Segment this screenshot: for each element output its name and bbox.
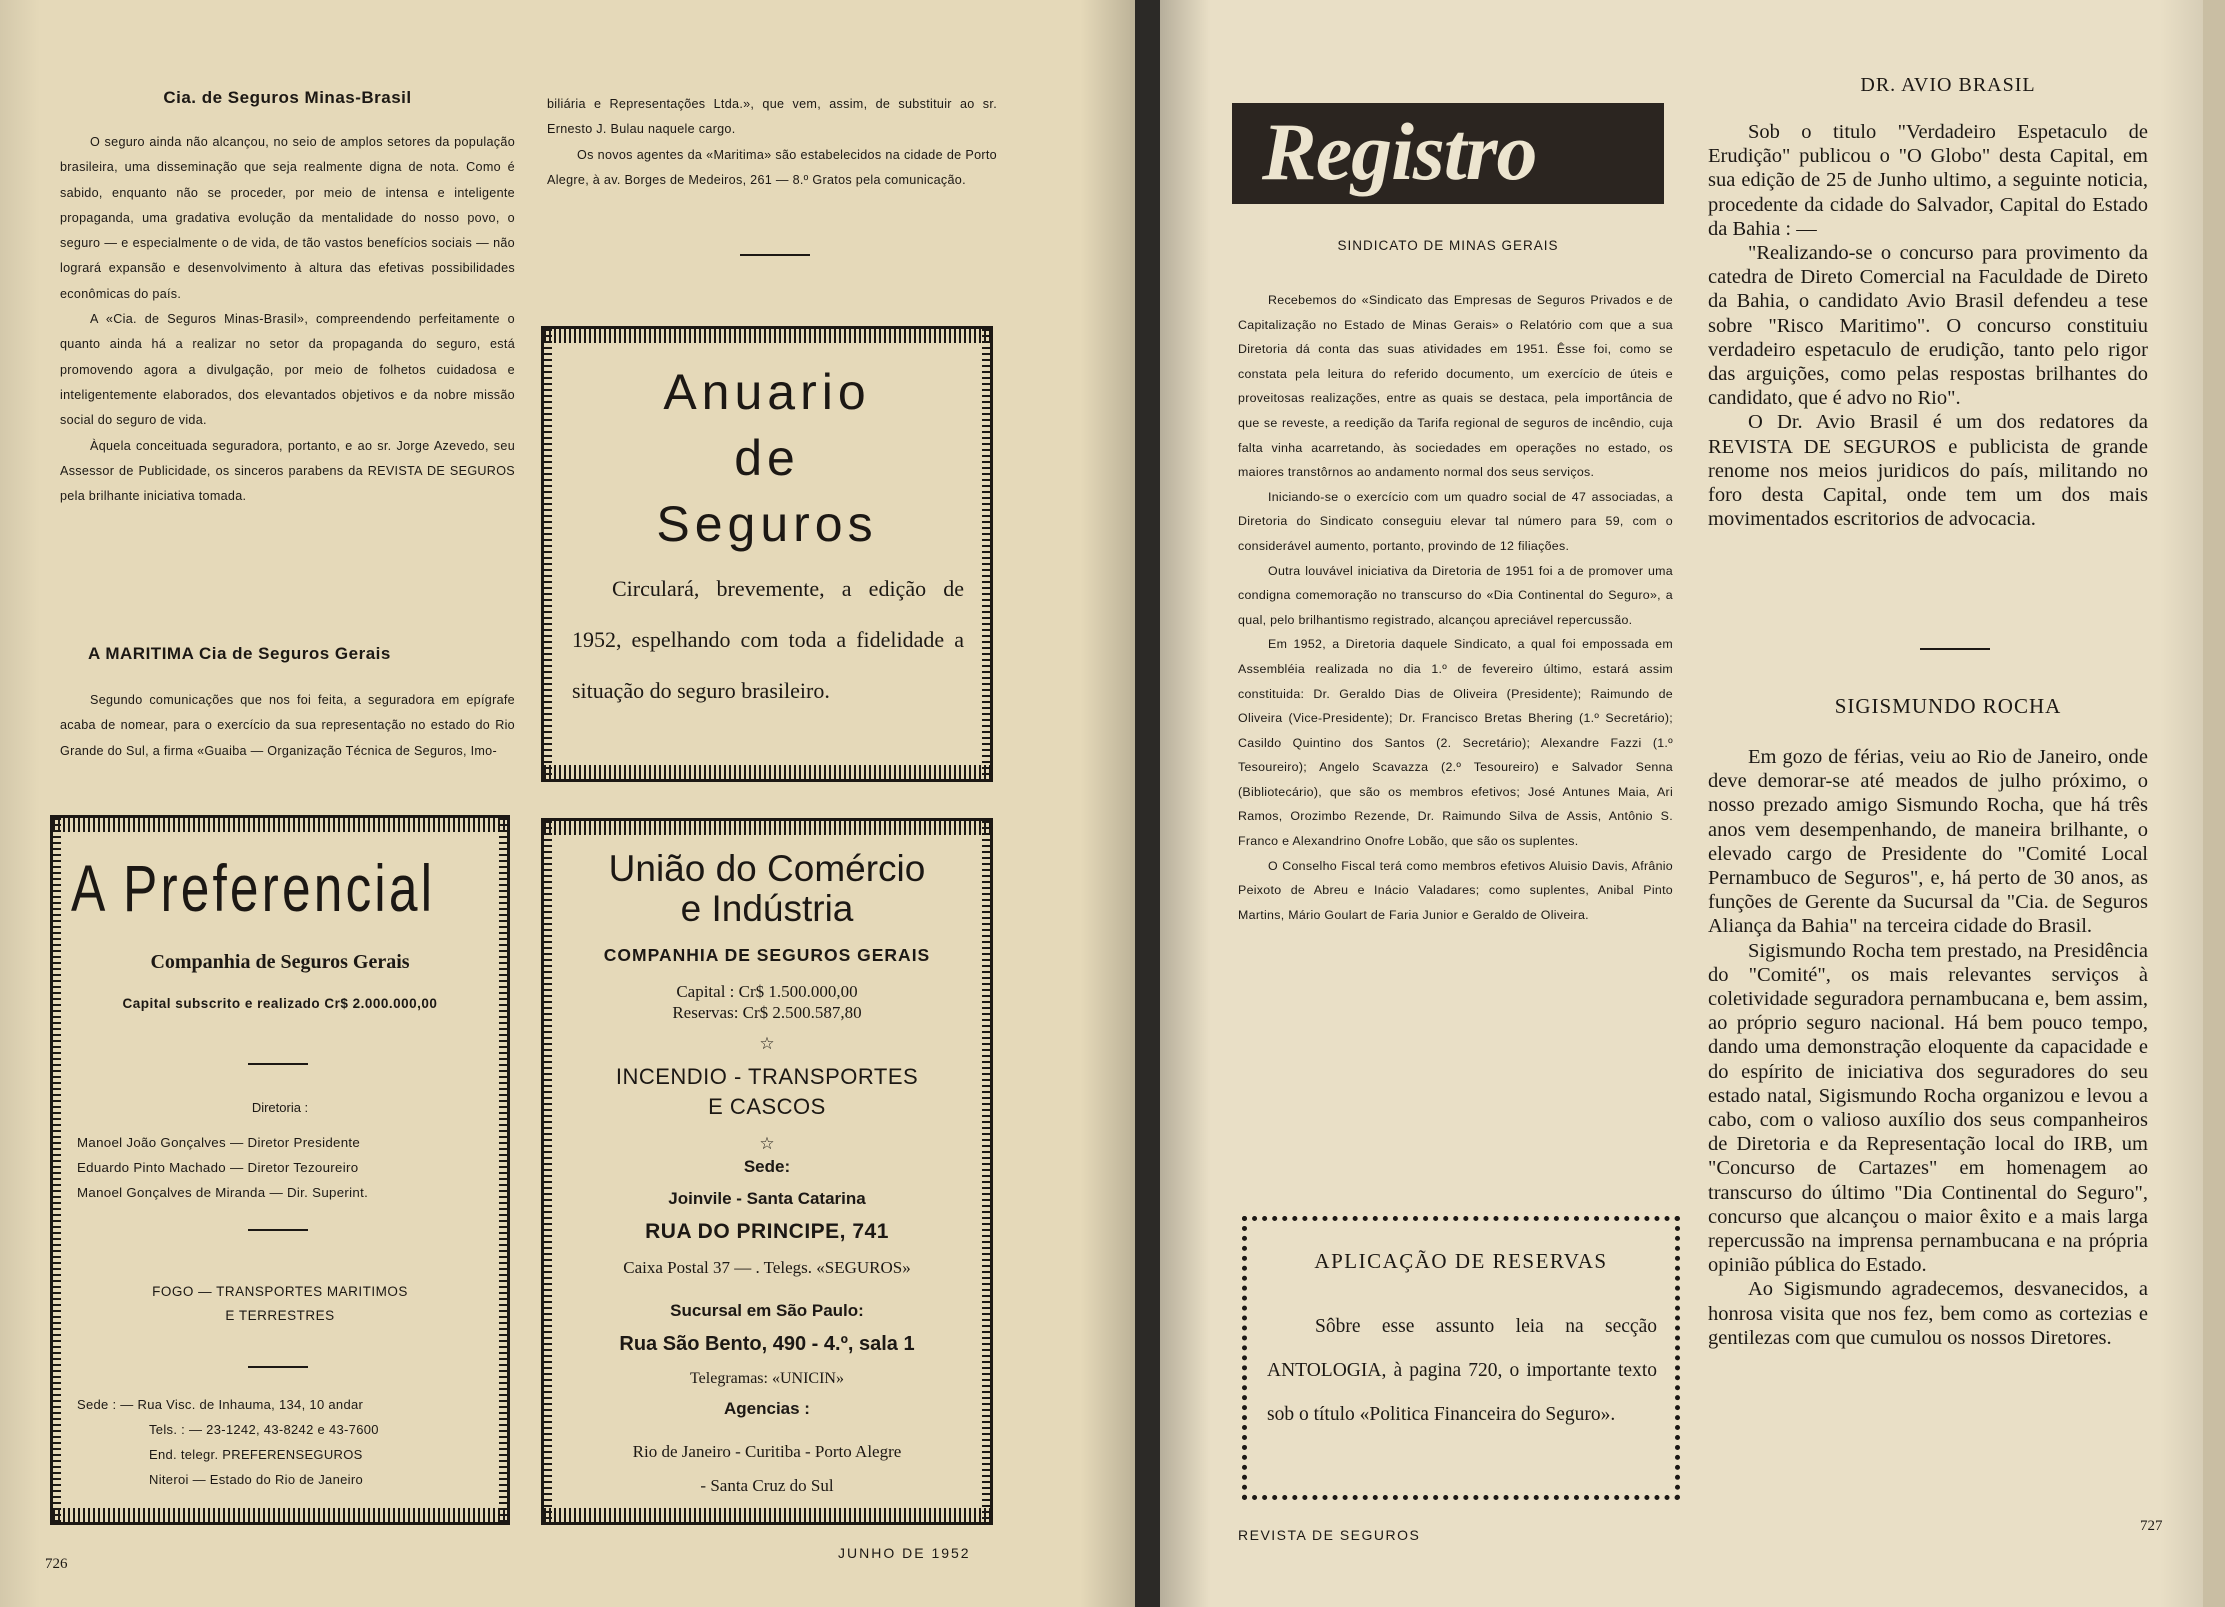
contact-line: End. telegr. PREFERENSEGUROS <box>149 1447 363 1462</box>
paragraph: A «Cia. de Seguros Minas-Brasil», compreendendo perfeitamente o quanto ainda há a realizar no setor da propaganda do seguro, está promovendo agora a divulgação, por meio de folhetos cuidadosa e inteligentemente elaborados, dos elevantados objetivos e da nobre missão social do seguro de vida. <box>60 312 515 428</box>
registro-logo-box <box>1232 103 1664 204</box>
aplicacao-text: Sôbre esse assunto leia na secção ANTOLOGIA, à pagina 720, o importante texto sob o título «Politica Financeira do Seguro». <box>1267 1316 1657 1425</box>
contact-line: Sede : — Rua Visc. de Inhauma, 134, 10 andar <box>77 1397 364 1412</box>
sigismundo-body <box>1708 745 2148 1350</box>
paragraph: Segundo comunicações que nos foi feita, a seguradora em epígrafe acaba de nomear, para o exercício da sua representação no estado do Rio Grande do Sul, a firma «Guaiba — Organização Técnica de Seguros, Imo- <box>60 693 515 758</box>
title-line: Anuario <box>663 364 871 420</box>
agencias-label: Agencias : <box>724 1399 810 1418</box>
anuario-text: Circulará, brevemente, a edição de 1952, espelhando com toda a fidelidade a situação do seguro brasileiro. <box>572 576 964 703</box>
right-page-edge <box>2203 0 2225 1607</box>
sucursal-label: Sucursal em São Paulo: <box>670 1301 864 1320</box>
footer-date: JUNHO DE 1952 <box>838 1545 971 1561</box>
paragraph: "Realizando-se o concurso para provimento da catedra de Direto Comercial na Faculdade de Direto da Bahia, o candidato Avio Brasil defendeu a tese sobre "Risco Maritimo". O concurso constituiu verdadeiro espetaculo de erudição, tanto pelo rigor das arguições, como pelas respostas brilhantes do candidato, que é advo no Rio". <box>1708 242 2148 410</box>
preferencial-ad <box>50 815 510 1525</box>
title-line: Seguros <box>656 496 878 552</box>
paragraph: Em gozo de férias, veiu ao Rio de Janeiro, onde deve demorar-se até meados de julho próximo, o nosso prezado amigo Sismundo Rocha, que há três anos vem desempenhando, de maneira brilhante, o elevado cargo de Presidente do "Comité Local Pernambuco de Seguros", e, há perto de 30 anos, as funções de Gerente da Sucursal da "Cia. de Seguros Aliança da Bahia" na terceira cidade do Brasil. <box>1708 746 2148 938</box>
contact-line: Tels. : — 23-1242, 43-8242 e 43-7600 <box>149 1422 379 1437</box>
paragraph: Àquela conceituada seguradora, portanto, e ao sr. Jorge Azevedo, seu Assessor de Publicidade, os sinceros parabens da REVISTA DE SEGUROS pela brilhante iniciativa tomada. <box>60 438 515 504</box>
registro-body <box>1238 288 1673 927</box>
agencias-lines <box>544 1435 990 1503</box>
paragraph: O seguro ainda não alcançou, no seio de amplos setores da população brasileira, uma disseminação que seja realmente digna de nota. Como é sabido, enquanto não se proceder, por meio de intensa e inteligente propaganda, uma gradativa evolução da mentalidade do nosso povo, o seguro — e especialmente o de vida, de tão vastos benefícios sociais — não logrará expansão e desenvolvimento à altura das efetivas possibilidades econômicas do país. <box>60 135 515 301</box>
director: Eduardo Pinto Machado — Diretor Tezoureiro <box>77 1160 359 1175</box>
contact-line: Niteroi — Estado do Rio de Janeiro <box>149 1472 363 1487</box>
paragraph: biliária e Representações Ltda.», que vem, assim, de substituir ao sr. Ernesto J. Bulau naquele cargo. <box>547 97 997 137</box>
separator <box>1920 648 1990 650</box>
uniao-lines <box>544 1062 990 1122</box>
sede-label: Sede: <box>743 1157 791 1176</box>
preferencial-capital: Capital subscrito e realizado Cr$ 2.000.000,00 <box>122 996 438 1011</box>
page-number-left: 726 <box>45 1556 68 1572</box>
directors-label: Diretoria : <box>251 1100 309 1115</box>
uniao-ad <box>541 818 993 1525</box>
name-line: União do Comércio <box>608 848 926 889</box>
uniao-subtitle: COMPANHIA DE SEGUROS GERAIS <box>603 945 931 965</box>
registro-logo: Registro <box>1262 106 1537 197</box>
name-line: e Indústria <box>680 888 854 929</box>
maritima-title: A MARITIMA Cia de Seguros Gerais <box>88 644 391 663</box>
paragraph: Outra louvável iniciativa da Diretoria de 1951 foi a de promover uma condigna comemoração no transcurso do «Dia Continental do Seguro», a qual, pelo brilhantismo registrado, alcançou apreciável repercussão. <box>1238 563 1673 627</box>
footer-magazine: REVISTA DE SEGUROS <box>1238 1527 1421 1543</box>
paragraph: Os novos agentes da «Maritima» são estabelecidos na cidade de Porto Alegre, à av. Borges de Medeiros, 261 — 8.º Gratos pela comunicação. <box>547 147 997 187</box>
minas-brasil-body <box>60 130 515 509</box>
agencias-line: Rio de Janeiro - Curitiba - Porto Alegre <box>632 1442 902 1461</box>
anuario-title <box>564 359 970 557</box>
page-number-right: 727 <box>2140 1518 2163 1534</box>
registro-subtitle: SINDICATO DE MINAS GERAIS <box>1337 238 1559 253</box>
preferencial-name: A Preferencial <box>71 851 436 925</box>
col2-body <box>547 92 997 193</box>
aplicacao-box <box>1242 1216 1680 1500</box>
title-line: de <box>734 430 800 486</box>
paragraph: O Dr. Avio Brasil é um dos redatores da REVISTA DE SEGUROS e publicista de grande renome nos meios juridicos do país, militando no foro desta Capital, onde tem um dos mais movimentados escritorios de advocacia. <box>1708 411 2148 531</box>
binding-gutter <box>1135 0 1160 1607</box>
paragraph: Ao Sigismundo agradecemos, desvanecidos, a honrosa visita que nos fez, bem como as cortezias e gentilezas com que cumulou os nossos Diretores. <box>1708 1278 2148 1349</box>
paragraph: Sigismundo Rocha tem prestado, na Presidência do "Comité", os mais relevantes serviços à coletividade seguradora pernambucana e, bem assim, ao próprio seguro nacional. Há bem pouco tempo, dando uma demonstração eloquente da capacidade e do espírito de iniciativa dos seguradores do seu estado natal, Sigismundo Rocha organizou e levou a cabo, com o valioso auxílio dos seus companheiros de Diretoria e da Representação local do IRB, um "Concurso de Cartazes" em homenagem ao transcurso do último "Dia Continental do Seguro", concurso que alcançou o maior êxito e a mais larga repercussão na imprensa pernambucana e na própria opinião pública do Estado. <box>1708 939 2148 1277</box>
separator <box>248 1063 308 1065</box>
paragraph: Em 1952, a Diretoria daquele Sindicato, a qual foi empossada em Assembléia realizada no dia 1.º de fevereiro último, estará assim constituida: Dr. Geraldo Dias de Oliveira (Presidente); Raimundo de Oliveira (Vice-Presidente); Dr. Francisco Bretas Bhering (1.º Secretário); Casildo Quintino dos Santos (2. Secretário); Alexandre Fazzi (1.º Tesoureiro); Angelo Scavazza (2.º Tesoureiro) e Salvador Senna (Bibliotecário), que são os membros efetivos; José Antunes Maia, Ari Ramos, Orozimbo Rezende, Dr. Raimundo Silva de Assis, Antônio S. Franco e Alexandrino Onofre Lobão, que são os suplentes. <box>1238 637 1673 849</box>
right-page <box>1160 0 2225 1607</box>
paragraph: Recebemos do «Sindicato das Empresas de Seguros Privados e de Capitalização no Estado de Minas Gerais» o Relatório com que a sua Diretoria dá conta das suas atividades em 1951. Êsse foi, como se constata pela leitura do referido documento, um exercício de úteis e proveitosas realizações, entre as quais se destaca, pela importância de que se reveste, a reedição da Tarifa regional de seguros de incêndio, cuja falta vinha acarretando, às sociedades em operações no estado, os maiores transtôrnos ao andamento normal dos seus serviços. <box>1238 293 1673 480</box>
anuario-ad <box>541 326 993 782</box>
telegramas: Telegramas: «UNICIN» <box>690 1370 844 1387</box>
star-icon: ☆ <box>759 1034 775 1053</box>
paragraph: Sob o titulo "Verdadeiro Espetaculo de Erudição" publicou o "O Globo" desta Capital, em sua edição de 25 de Junho ultimo, a seguinte noticia, procedente da cidade do Salvador, Capital do Estado da Bahia : — <box>1708 121 2148 240</box>
directors-list <box>77 1130 368 1205</box>
director: Manoel João Gonçalves — Diretor Presidente <box>77 1135 361 1150</box>
caixa-postal: Caixa Postal 37 — . Telegs. «SEGUROS» <box>623 1258 911 1277</box>
separator <box>248 1229 308 1231</box>
reservas: Reservas: Cr$ 2.500.587,80 <box>672 1003 862 1022</box>
aplicacao-title: APLICAÇÃO DE RESERVAS <box>1314 1249 1608 1273</box>
sede-city: Joinvile - Santa Catarina <box>668 1189 866 1208</box>
paragraph: O Conselho Fiscal terá como membros efetivos Aluisio Davis, Afrânio Peixoto de Abreu e Inácio Valadares; como suplentes, Anibal Pinto Martins, Mário Goulart de Faria Junior e Geraldo de Oliveira. <box>1238 858 1673 922</box>
avio-body <box>1708 120 2148 531</box>
uniao-name <box>554 849 980 929</box>
director: Manoel Gonçalves de Miranda — Dir. Superint. <box>77 1185 369 1200</box>
separator <box>248 1366 308 1368</box>
preferencial-lines <box>53 1280 507 1328</box>
maritima-body <box>60 688 515 764</box>
line: E CASCOS <box>708 1094 826 1119</box>
separator <box>740 254 810 256</box>
uniao-capital <box>544 981 990 1023</box>
paragraph: Iniciando-se o exercício com um quadro social de 47 associadas, a Diretoria do Sindicato conseguiu elevar tal número para 59, com o considerável aumento, portanto, provindo de 12 filiações. <box>1238 489 1673 553</box>
line: E TERRESTRES <box>225 1308 335 1323</box>
sucursal-address: Rua São Bento, 490 - 4.º, sala 1 <box>619 1333 915 1355</box>
preferencial-subtitle: Companhia de Seguros Gerais <box>150 951 410 973</box>
line: INCENDIO - TRANSPORTES <box>615 1064 919 1089</box>
sigismundo-title: SIGISMUNDO ROCHA <box>1834 694 2062 718</box>
capital: Capital : Cr$ 1.500.000,00 <box>676 982 858 1001</box>
star-icon: ☆ <box>759 1134 775 1153</box>
avio-title: DR. AVIO BRASIL <box>1860 74 2036 96</box>
agencias-line: - Santa Cruz do Sul <box>700 1476 834 1495</box>
minas-brasil-title: Cia. de Seguros Minas-Brasil <box>163 88 412 107</box>
sede-address: RUA DO PRINCIPE, 741 <box>645 1220 889 1243</box>
preferencial-contacts <box>77 1392 379 1492</box>
line: FOGO — TRANSPORTES MARITIMOS <box>152 1284 408 1299</box>
